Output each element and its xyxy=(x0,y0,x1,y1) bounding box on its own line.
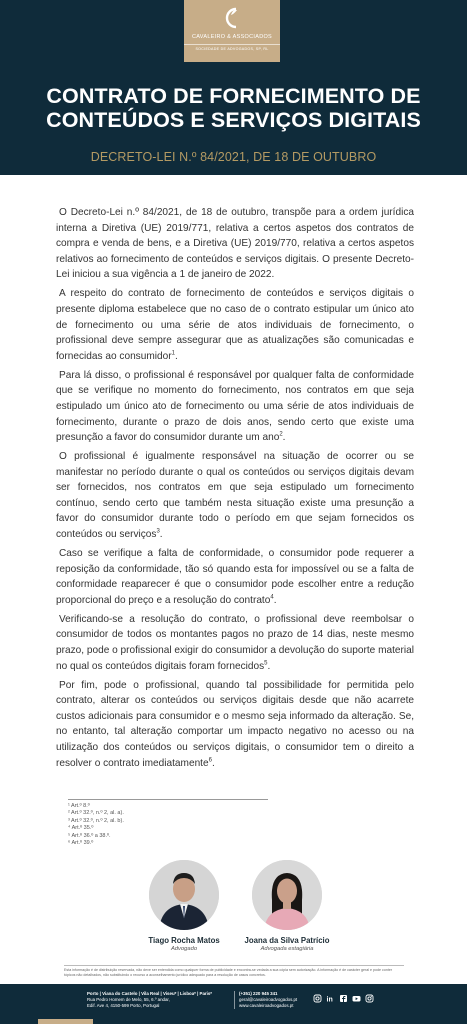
brand-name: CAVALEIRO & ASSOCIADOS xyxy=(191,34,273,40)
person-female-icon xyxy=(252,860,322,930)
footer xyxy=(0,984,467,1024)
page-subtitle: DECRETO-LEI N.º 84/2021, DE 18 DE OUTUBRO xyxy=(90,150,377,164)
footer-address-line: Rua Pedro Homem de Melo, 55, 6.º andar, xyxy=(87,997,170,1002)
facebook-icon[interactable] xyxy=(339,994,348,1003)
article-body xyxy=(56,205,414,775)
page-title xyxy=(0,84,467,132)
footnote: ⁶ Art.º 39.º xyxy=(68,840,94,847)
author-name: Joana da Silva Patrício xyxy=(244,936,330,945)
footer-offices: Porto | Viana do Castelo | Vila Real | Viseu* | Lisboa* | Paris* xyxy=(87,991,212,996)
social-links xyxy=(313,994,374,1003)
author-role: Advogada estagiária xyxy=(260,946,314,952)
author-name: Tiago Rocha Matos xyxy=(148,936,220,945)
footnote-ref[interactable]: 5 xyxy=(264,660,268,667)
author-card xyxy=(227,860,347,952)
instagram-icon[interactable] xyxy=(313,994,322,1003)
paragraph: Caso se verifique a falta de conformidade, o consumidor pode requerer a reposição da conformidade, tão só quando esta for impossível ou se a falta de conformidade reaparecer é que o consumidor pode escolher entre a redução proporcional do preço e a resolução do contrato$^4$. xyxy=(56,548,414,606)
legal-disclaimer: Esta informação é de distribuição reservada, não deve ser entendida como qualquer forma de publicidade e encontra-se vedada a sua cópia sem autorização. A informação é de carácter geral e pode conter tópicos não detalhados, não substituindo o recurso a aconselhamento jurídico adequado para a resolução de casos concretos. xyxy=(64,965,404,977)
footnote: ⁵ Art.º 36.º a 38.º. xyxy=(68,832,111,839)
linkedin-icon[interactable] xyxy=(326,994,335,1003)
footnote-ref[interactable]: 4 xyxy=(270,594,274,601)
author-role: Advogado xyxy=(170,946,198,952)
author-photo xyxy=(149,860,219,930)
paragraph: O profissional é igualmente responsável na situação de ocorrer ou se manifestar no período durante o qual os conteúdos ou serviços digitais devam ser fornecidos, nos contratos em que seja estipulado um fornecimento contínuo, sendo certo que também nesta situação existe uma presunção a favor do consumidor durante todo o período em que sejam fornecidos os conteúdos ou serviços$^3$. xyxy=(56,451,414,541)
paragraph: O Decreto-Lei n.º 84/2021, de 18 de outubro, transpõe para a ordem jurídica interna a Diretiva (UE) 2019/771, relativa a certos aspetos dos contratos de compra e venda de bens, e a Diretiva (UE) 2019/770, relativa a certos aspetos relativos ao fornecimento de conteúdos e serviços digitais. O presente Decreto-Lei iniciou a sua vigência a 1 de janeiro de 2022. xyxy=(56,207,414,281)
footnote: ¹ Art.º 8.º xyxy=(68,803,90,809)
header-banner xyxy=(0,0,467,175)
instagram-alt-icon[interactable] xyxy=(365,994,374,1003)
footnote: ² Art.º 32.º, n.º 2, al. a). xyxy=(68,810,124,817)
footnotes xyxy=(68,799,268,847)
footer-phone[interactable]: (+351) 220 945 341 xyxy=(239,991,278,996)
paragraph: Por fim, pode o profissional, quando tal possibilidade for permitida pelo contrato, alterar os conteúdos ou serviços digitais desde que não acarrete custos adicionais para consumidor e o mesmo seja informado da alteração. Se, no entanto, tal alteração comportar um impacto negativo no acesso ou na utilização dos conteúdos ou serviços digitais, o consumidor tem o direito a resolver o contrato imediatamente$^6$. xyxy=(56,679,414,769)
footer-address-block xyxy=(87,991,227,1009)
footer-address-line: Edif. Ave 4, 4150-599 Porto, Portugal xyxy=(87,1003,160,1008)
footnote: ⁴ Art.º 35.º xyxy=(68,825,94,832)
footer-website[interactable]: www.cavaleiroadvogados.pt xyxy=(239,1003,294,1008)
author-card xyxy=(134,860,234,952)
footer-contact-block xyxy=(234,991,314,1009)
person-male-icon xyxy=(149,860,219,930)
paragraph: A respeito do contrato de fornecimento de conteúdos e serviços digitais o presente diploma estabelece que no caso de o contrato estipular um único ato de fornecimento ou uma série de atos individuais de fornecimento, o profissional deve sempre assegurar que as atualizações são comunicadas e fornecidas ao consumidor$^1$. xyxy=(56,288,414,362)
footer-accent-bar xyxy=(38,1019,93,1024)
footnote-ref[interactable]: 1 xyxy=(171,350,175,357)
logo-mark-icon xyxy=(222,6,242,32)
footnote: ³ Art.º 32.º, n.º 2, al. b). xyxy=(68,817,124,824)
title-line-1: CONTRATO DE FORNECIMENTO DE xyxy=(46,84,421,108)
paragraph: Para lá disso, o profissional é responsável por qualquer falta de conformidade que se verifique no momento do fornecimento, nos contratos em que seja estipulado um único ato de fornecimento ou uma série de atos individuais de fornecimento, durante o prazo de dois anos, sendo certo que existe uma presunção a favor do consumidor durante um ano$^2$. xyxy=(56,369,414,444)
title-line-2: CONTEÚDOS E SERVIÇOS DIGITAIS xyxy=(46,108,421,132)
footer-email[interactable]: geral@cavaleiroadvogados.pt xyxy=(239,997,298,1002)
footnote-ref[interactable]: 3 xyxy=(156,528,160,535)
youtube-icon[interactable] xyxy=(352,994,361,1003)
svg-text:in: in xyxy=(326,996,333,1003)
author-photo xyxy=(252,860,322,930)
paragraph: Verificando-se a resolução do contrato, o profissional deve reembolsar o consumidor de todos os montantes pagos no prazo de 14 dias, neste mesmo prazo, pode o profissional exigir do consumidor a devolução do suporte material no qual os conteúdos digitais foram fornecidos$^5$. xyxy=(56,613,414,672)
brand-logo[interactable] xyxy=(184,0,280,62)
footnote-ref[interactable]: 6 xyxy=(208,757,212,764)
footnote-ref[interactable]: 2 xyxy=(279,431,283,438)
brand-tagline: SOCIEDADE DE ADVOGADOS, SP, RL xyxy=(184,44,280,51)
